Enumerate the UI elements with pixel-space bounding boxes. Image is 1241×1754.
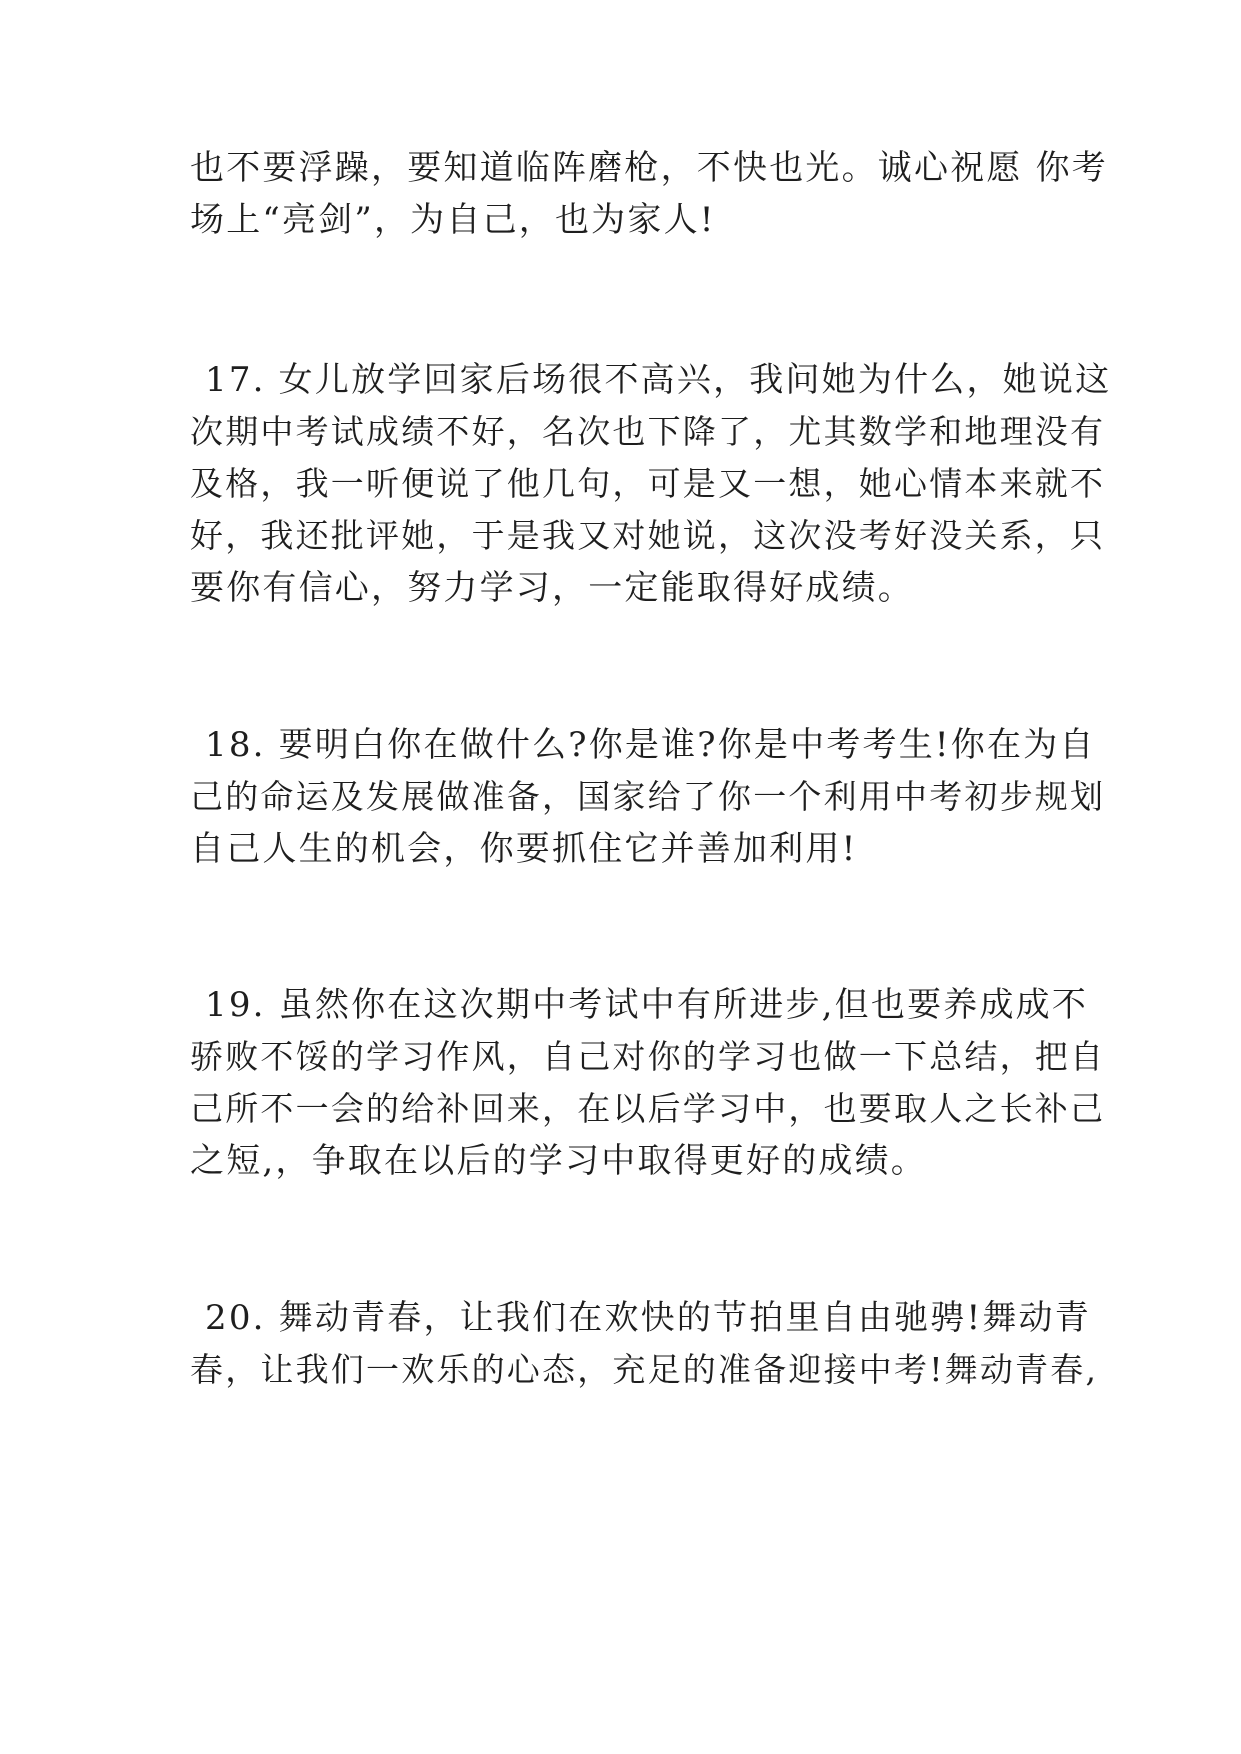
text-line: 自己人生的机会，你要抓住它并善加利用! xyxy=(190,829,858,869)
text-line: 场上“亮剑”，为自己，也为家人! xyxy=(190,200,716,240)
text-line: 己所不一会的给补回来，在以后学习中，也要取人之长补己 xyxy=(190,1089,1106,1128)
text-line: 及格，我一听便说了他几句，可是又一想，她心情本来就不 xyxy=(190,464,1106,503)
text-line: 要你有信心，努力学习，一定能取得好成绩。 xyxy=(190,568,914,608)
text-line: 19. 虽然你在这次期中考试中有所进步,但也要养成成不 xyxy=(205,985,1089,1025)
text-line: 18. 要明白你在做什么?你是谁?你是中考考生!你在为自 xyxy=(205,725,1096,765)
text-line: 也不要浮躁，要知道临阵磨枪，不快也光。诚心祝愿 你考 xyxy=(190,148,1109,188)
text-line: 骄败不馁的学习作风，自己对你的学习也做一下总结，把自 xyxy=(190,1037,1106,1076)
text-line: 17. 女儿放学回家后场很不高兴，我问她为什么，她说这 xyxy=(205,360,1112,400)
text-line: 春，让我们一欢乐的心态，充足的准备迎接中考!舞动青春, xyxy=(190,1350,1099,1389)
text-line: 好，我还批评她，于是我又对她说，这次没考好没关系，只 xyxy=(190,516,1106,555)
text-line: 20. 舞动青春，让我们在欢快的节拍里自由驰骋!舞动青 xyxy=(205,1298,1091,1338)
text-line: 己的命运及发展做准备，国家给了你一个利用中考初步规划 xyxy=(190,777,1106,816)
text-line: 之短,，争取在以后的学习中取得更好的成绩。 xyxy=(190,1141,928,1181)
text-line: 次期中考试成绩不好，名次也下降了，尤其数学和地理没有 xyxy=(190,412,1106,451)
